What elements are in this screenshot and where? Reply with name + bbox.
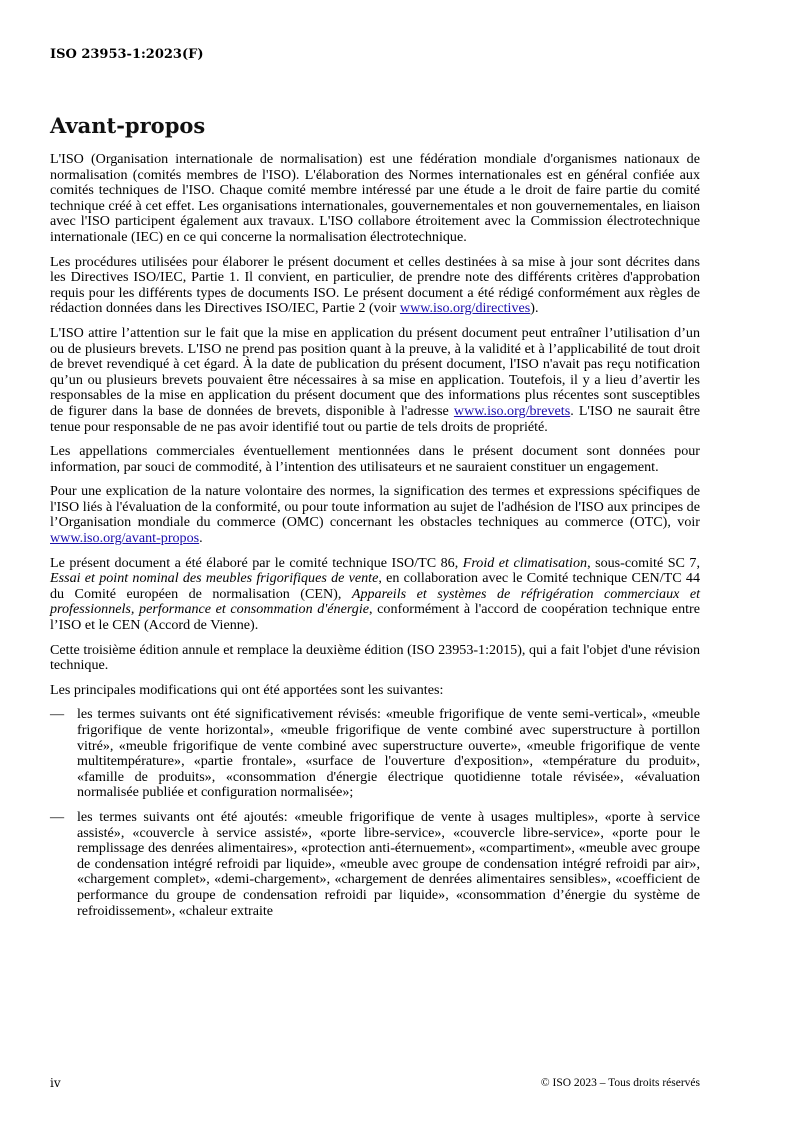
- patents-link[interactable]: www.iso.org/brevets: [453, 402, 571, 419]
- paragraph-text: , sous-comité SC 7,: [587, 554, 700, 571]
- document-identifier: ISO 23953-1:2023(F): [50, 47, 204, 62]
- foreword-link[interactable]: www.iso.org/avant-propos: [50, 530, 200, 547]
- paragraph-text: . L'ISO ne saurait être tenue pour responsable de ne pas avoir identifié tout ou partie de tels droits de propriété.: [50, 402, 700, 435]
- paragraph-trade-names: Les appellations commerciales éventuellement mentionnées dans le présent document sont données pour information, par souci de commodité, à l’intention des utilisateurs et ne sauraient constituer un engagement.: [50, 443, 700, 475]
- dash-bullet: —: [50, 706, 65, 723]
- list-item: [50, 810, 700, 919]
- paragraph-text: , conformément à l'accord de coopération technique entre l’ISO et le CEN (Accord de Vienne).: [50, 601, 700, 634]
- paragraph-patents: [50, 326, 700, 435]
- paragraph-changes-intro: Les principales modifications qui ont été apportées sont les suivantes:: [50, 681, 444, 698]
- copyright-notice: © ISO 2023 – Tous droits réservés: [540, 1077, 700, 1089]
- paragraph-text: , en collaboration avec le Comité technique CEN/TC 44 du Comité européen de normalisation (CEN),: [50, 570, 701, 602]
- paragraph-voluntary-standards: [50, 484, 700, 546]
- cen-committee-title: Appareils et systèmes de réfrigération commerciaux et professionnels, performance et consommation d'énergie: [50, 585, 700, 618]
- document-page: [50, 0, 700, 1122]
- subcommittee-title: Essai et point nominal des meubles frigorifiques de vente: [50, 570, 379, 587]
- paragraph-procedures: [50, 255, 700, 317]
- paragraph-iso-intro: L'ISO (Organisation internationale de normalisation) est une fédération mondiale d'organismes nationaux de normalisation (comités membres de l'ISO). L'élaboration des Normes internationales est en général confiée aux comités techniques de l'ISO. Chaque comité membre intéressé par une étude a le droit de faire partie du comité technique créé à cet effet. Les organisations internationales, gouvernementales et non gouvernementales, en liaison avec l'ISO participent également aux travaux. L'ISO collabore étroitement avec la Commission électrotechnique internationale (IEC) en ce qui concerne la normalisation électrotechnique.: [50, 151, 700, 245]
- paragraph-text: Les procédures utilisées pour élaborer le présent document et celles destinées à sa mise à jour sont décrites dans les Directives ISO/IEC, Partie 1. Il convient, en particulier, de prendre note des différents critères d'approbation requis pour les différents types de documents ISO. Le présent document a été rédigé conformément aux règles de rédaction données dans les Directives ISO/IEC, Partie 2 (voir: [50, 253, 700, 317]
- paragraph-text: Pour une explication de la nature volontaire des normes, la signification des termes et expressions spécifiques de l'ISO liés à l'évaluation de la conformité, ou pour toute information au sujet de l'adhésion de l'ISO aux principes de l’Organisation mondiale du commerce (OMC) concernant les obstacles techniques au commerce (OTC), voir: [50, 483, 700, 531]
- paragraph-text: .: [199, 530, 203, 547]
- paragraph-edition: Cette troisième édition annule et remplace la deuxième édition (ISO 23953-1:2015), qui a fait l'objet d'une révision technique.: [50, 641, 700, 674]
- committee-title: Froid et climatisation: [462, 554, 588, 571]
- list-item: [50, 707, 700, 801]
- paragraph-text: ).: [530, 300, 539, 317]
- paragraph-text: Le présent document a été élaboré par le comité technique ISO/TC 86,: [50, 554, 463, 571]
- directives-link[interactable]: www.iso.org/directives: [399, 300, 531, 317]
- document-body: [50, 152, 700, 928]
- paragraph-text: L'ISO attire l’attention sur le fait que la mise en application du présent document peut entraîner l’utilisation d’un ou de plusieurs brevets. L'ISO ne prend pas position quant à la preuve, à la validité et à l’applicabilité de tout droit de brevet revendiqué à cet égard. À la date de publication du présent document, l'ISO n'avait pas reçu notification qu’un ou plusieurs brevets pouvaient être nécessaires à sa mise en application. Toutefois, il y a lieu d’avertir les responsables de la mise en application du présent document que des informations plus récentes sont susceptibles de figurer dans la base de données de brevets, disponible à l'adresse: [50, 324, 700, 419]
- dash-bullet: —: [50, 808, 65, 825]
- page-title: Avant-propos: [50, 113, 206, 138]
- list-item-text: les termes suivants ont été ajoutés: «meuble frigorifique de vente à usages multiples», «porte à service assisté», «couvercle à service assisté», «porte libre-service», «couvercle libre-service», «porte pour le remplissage des denrées alimentaires», «protection anti-éternuement», «compartiment», «meuble avec groupe de condensation intégré refroidi par liquide», «meuble avec groupe de condensation intégré refroidi par air», «chargement complet», «demi-chargement», «chargement de denrées alimentaires sensibles», «coefficient de performance du groupe de condensation refroidi par liquide», «consommation d’énergie du système de refroidissement», «chaleur extraite: [77, 808, 700, 919]
- page-number: iv: [50, 1076, 61, 1090]
- paragraph-committee: [50, 556, 700, 634]
- list-item-text: les termes suivants ont été significativement révisés: «meuble frigorifique de vente semi-vertical», «meuble frigorifique de vente horizontal», «meuble frigorifique de vente combiné avec superstructure à portillon vitré», «meuble frigorifique de vente combiné avec superstructure ouverte», «meuble frigorifique de vente multitempérature», «partie frontale», «surface de l'ouverture d'exposition», «température du produit», «famille de produits», «consommation d'énergie électrique quotidienne totale révisée», «évaluation normalisée publiée et configuration normalisée»;: [77, 706, 700, 801]
